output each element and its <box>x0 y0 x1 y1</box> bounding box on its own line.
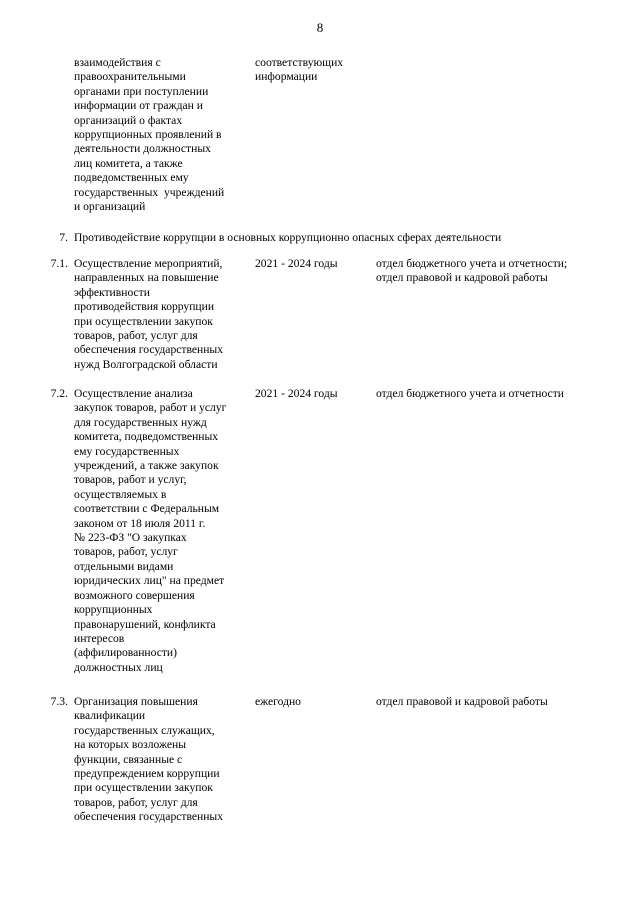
section-title: Противодействие коррупции в основных коррупционно опасных сферах деятельности <box>74 231 502 244</box>
continuation-term: соответствующих информации <box>255 56 344 84</box>
row-measure: Организация повышения квалификации государственных служащих, на которых возложены функции, связанные с предупреждением коррупции при осуществлении закупок товаров, работ, услуг для обеспечения государственных <box>74 695 224 824</box>
continuation-measure: взаимодействия с правоохранительными органами при поступлении информации от граждан и организаций о фактах коррупционных проявлений в деятельности должностных лиц комитета, а также подведомственных ему государственных учреждений и организаций <box>74 56 225 214</box>
row-number: 7.2. <box>50 387 68 400</box>
page-number: 8 <box>316 20 324 35</box>
row-responsible: отдел бюджетного учета и отчетности; отдел правовой и кадровой работы <box>376 257 568 285</box>
row-term: ежегодно <box>255 695 301 708</box>
row-responsible: отдел правовой и кадровой работы <box>376 695 548 708</box>
section-number: 7. <box>59 231 68 244</box>
row-term: 2021 - 2024 годы <box>255 387 338 400</box>
row-measure: Осуществление мероприятий, направленных на повышение эффективности противодействия коррупции при осуществлении закупок товаров, работ, услуг для обеспечения государственных нужд Волгоградской области <box>74 257 224 371</box>
row-measure: Осуществление анализа закупок товаров, работ и услуг для государственных нужд комитета, подведомственных ему государственных учреждений, а также закупок товаров, работ и услуг, осуществляемых в соответствии с Федеральным законом от 18 июля 2011 г. № 223-ФЗ "О закупках товаров, работ, услуг отдельными видами юридических лиц" на предмет возможного совершения коррупционных правонарушений, конфликта интересов (аффилированности) должностных лиц <box>74 387 227 674</box>
row-responsible: отдел бюджетного учета и отчетности <box>376 387 564 400</box>
row-term: 2021 - 2024 годы <box>255 257 338 270</box>
row-number: 7.1. <box>50 257 68 270</box>
row-number: 7.3. <box>50 695 68 708</box>
